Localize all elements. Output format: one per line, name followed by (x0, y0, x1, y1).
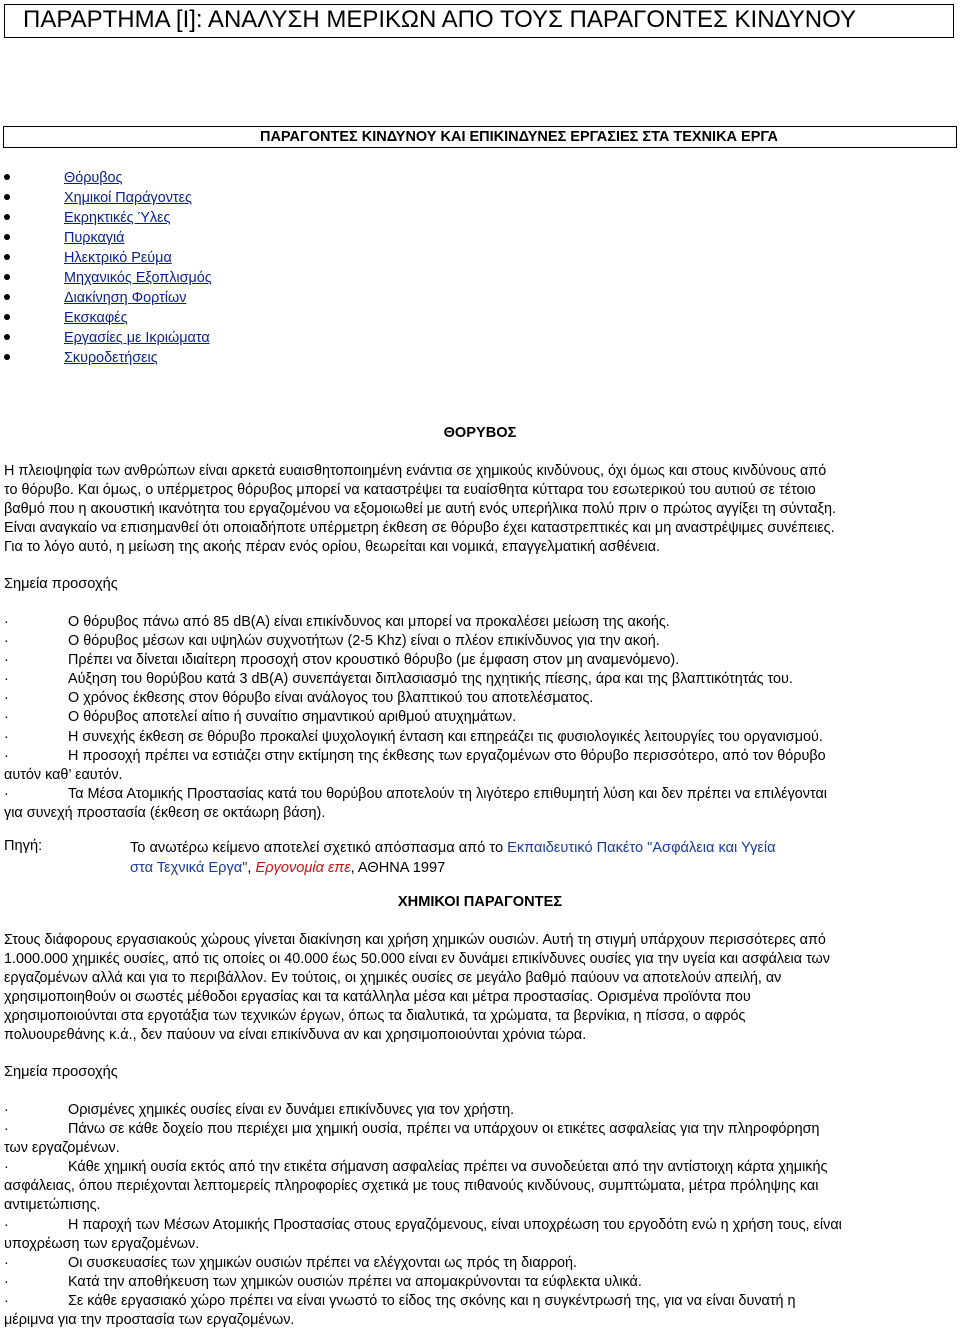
list-item (4, 1273, 954, 1292)
list-item (4, 1158, 954, 1215)
toc-link-mechanical-equipment[interactable]: Μηχανικός Εξοπλισμός (64, 270, 212, 286)
noise-heading: ΘΟΡΥΒΟΣ (443, 425, 517, 441)
chemicals-points-list (4, 1101, 954, 1330)
text-line: Είναι αναγκαίο να επισημανθεί ότι οποιαδήποτε υπέρμετρη έκθεση σε θόρυβο έχει καταστρεπτικές και μη αναστρέψιμες συνέπειες. (4, 520, 835, 537)
point-text: Σε κάθε εργασιακό χώρο πρέπει να είναι γνωστό το είδος της σκόνης και η συγκέντρωσή της, για να είναι δυνατή η (68, 1292, 796, 1309)
source-location-year: , ΑΘΗΝΑ 1997 (350, 860, 446, 876)
bullet-icon (4, 294, 10, 300)
toc-link-noise[interactable]: Θόρυβος (64, 170, 123, 186)
bullet-icon: · (4, 1121, 9, 1138)
point-text: Οι συσκευασίες των χημικών ουσιών πρέπει να ελέγχονται ως πρός τη διαρροή. (68, 1254, 578, 1271)
toc-link-concreting[interactable]: Σκυροδετήσεις (64, 350, 158, 366)
list-item (4, 689, 954, 708)
source-citation (130, 838, 776, 878)
source-separator: , (247, 860, 256, 876)
point-text: Πάνω σε κάθε δοχείο που περιέχει μια χημική ουσία, πρέπει να υπάρχουν οι ετικέτες ασφαλείας για την πληροφόρηση (68, 1121, 820, 1138)
noise-intro-paragraph (4, 462, 954, 557)
text-line: εργαζομένων αλλά και για το περιβάλλον. Εν τούτοις, οι χημικές ουσίες σε μεγάλο βαθμό παύουν να αποτελούν απειλή, αν (4, 970, 782, 987)
bullet-icon (4, 214, 10, 220)
text-line: Η πλειοψηφία των ανθρώπων είναι αρκετά ευαισθητοποιημένη ενάντια σε χημικούς κινδύνους, όχι όμως και στους κινδύνους από (4, 463, 827, 479)
bullet-icon: · (4, 1159, 9, 1176)
list-item (4, 708, 954, 727)
list-item (4, 613, 954, 632)
bullet-icon: · (4, 633, 9, 650)
list-item (4, 651, 954, 670)
point-text: Κάθε χημική ουσία εκτός από την ετικέτα σήμανση ασφαλείας πρέπει να συνοδεύεται από την αντίστοιχη κάρτα χημικής (68, 1159, 828, 1176)
text-line: Για το λόγο αυτό, η μείωση της ακοής πέραν ενός ορίου, θεωρείται και νομικά, επαγγελματική ασθένεια. (4, 539, 661, 556)
point-text: Η προσοχή πρέπει να εστιάζει στην εκτίμηση της έκθεσης των εργαζομένων στο θόρυβο περισσότερο, από τον θόρυβο (68, 747, 826, 764)
bullet-icon (4, 234, 10, 240)
bullet-icon (4, 334, 10, 340)
text-line: το θόρυβο. Και όμως, ο υπέρμετρος θόρυβος μπορεί να καταστρέψει τα ευαίσθητα κύτταρα του εσωτερικού του αυτιού σε τέτοιο (4, 482, 816, 499)
text-line: βαθμό που η ακουστική ικανότητα του εργαζομένου να εξομοιωθεί με αυτή ενός υπερήλικα πολύ πριν ο πρώτος αγγίξει τη σύνταξη. (4, 501, 836, 518)
training-package-link[interactable]: Εκπαιδευτικό Πακέτο "Ασφάλεια και Υγεία (507, 840, 776, 856)
page-title: ΠΑΡΑΡΤΗΜΑ [Ι]: ΑΝΑΛΥΣΗ ΜΕΡΙΚΩΝ ΑΠΟ ΤΟΥΣ ΠΑΡΑΓΟΝΤΕΣ ΚΙΝΔΥΝΟΥ (4, 4, 954, 38)
point-text-continued: αντιμετώπισης. (4, 1197, 101, 1214)
point-text-continued: των εργαζομένων. (4, 1140, 120, 1157)
bullet-icon: · (4, 1102, 9, 1118)
noise-points-list (4, 613, 954, 823)
text-line: Στους διάφορους εργασιακούς χώρους γίνεται διακίνηση και χρήση χημικών ουσιών. Αυτή τη στιγμή υπάρχουν περισσότερες από (4, 932, 826, 948)
toc-link-chemical-factors[interactable]: Χημικοί Παράγοντες (64, 190, 192, 206)
publisher-name: Εργονομία επε (255, 860, 351, 876)
bullet-icon: · (4, 728, 9, 745)
text-line: χρησιμοποιούνται στα εργοτάξια των τεχνικών έργων, όπως τα διαλυτικά, τα χρώματα, τα βερνίκια, η πίσσα, ο αφρός (4, 1008, 746, 1025)
chemicals-heading: ΧΗΜΙΚΟΙ ΠΑΡΑΓΟΝΤΕΣ (397, 894, 563, 910)
point-text-continued: αυτόν καθ’ εαυτόν. (4, 766, 123, 783)
bullet-icon: · (4, 747, 9, 764)
bullet-icon (4, 274, 10, 280)
source-label: Πηγή: (4, 838, 43, 854)
bullet-icon: · (4, 785, 9, 802)
bullet-icon: · (4, 1273, 9, 1290)
bullet-icon: · (4, 1216, 9, 1233)
bullet-icon (4, 254, 10, 260)
bullet-icon (4, 174, 10, 180)
text-line: 1.000.000 χημικές ουσίες, από τις οποίες οι 40.000 έως 50.000 είναι εν δυνάμει επικίνδυνες ουσίες για την υγεία και ασφάλεια των (4, 951, 830, 968)
point-text: Ο θόρυβος μέσων και υψηλών συχνοτήτων (2-5 Khz) είναι ο πλέον επικίνδυνος για την ακοή. (68, 633, 660, 650)
point-text: Ο χρόνος έκθεσης στον θόρυβο είναι ανάλογος του βλαπτικού του αποτελέσματος. (68, 690, 594, 707)
bullet-icon (4, 354, 10, 360)
toc-link-load-handling[interactable]: Διακίνηση Φορτίων (64, 290, 187, 306)
list-item (4, 1120, 954, 1158)
toc-link-scaffolding-work[interactable]: Εργασίες με Ικριώματα (64, 330, 210, 346)
point-text: Τα Μέσα Ατομικής Προστασίας κατά του θορύβου αποτελούν τη λιγότερο επιθυμητή λύση και δεν πρέπει να επιλέγονται (68, 785, 827, 802)
list-item (4, 632, 954, 651)
bullet-icon: · (4, 1254, 9, 1271)
bullet-icon (4, 194, 10, 200)
text-line: πολυουρεθάνης κ.ά., δεν παύουν να είναι επικίνδυνα αν και χρησιμοποιούνται χρόνια τώρα. (4, 1027, 587, 1044)
bullet-icon: · (4, 671, 9, 688)
list-item (4, 728, 954, 747)
point-text: Η συνεχής έκθεση σε θόρυβο προκαλεί ψυχολογική ένταση και επηρεάζει τις φυσιολογικές λειτουργίες του οργανισμού. (68, 728, 823, 745)
section-header: ΠΑΡΑΓΟΝΤΕΣ ΚΙΝΔΥΝΟΥ ΚΑΙ ΕΠΙΚΙΝΔΥΝΕΣ ΕΡΓΑΣΙΕΣ ΣΤΑ ΤΕΧΝΙΚΑ ΕΡΓΑ (3, 126, 957, 148)
toc-link-explosives[interactable]: Εκρηκτικές Ύλες (64, 210, 171, 226)
point-text: Ο θόρυβος πάνω από 85 dB(A) είναι επικίνδυνος και μπορεί να προκαλέσει μείωση της ακοής. (68, 614, 670, 630)
point-text: Αύξηση του θορύβου κατά 3 dB(A) συνεπάγεται διπλασιασμό της ηχητικής πίεσης, άρα και της βλαπτικότητάς του. (68, 671, 793, 688)
list-item (4, 1254, 954, 1273)
point-text-continued: μέριμνα για την προστασία των εργαζομένων. (4, 1312, 295, 1329)
chemicals-intro-paragraph (4, 931, 954, 1046)
bullet-icon (4, 314, 10, 320)
text-line: χρησιμοποιηθούν οι σωστές μέθοδοι εργασίας και τα κατάλληλα μέσα και μέτρα προστασίας. Ορισμένα προϊόντα που (4, 989, 751, 1006)
point-text: Ο θόρυβος αποτελεί αίτιο ή συναίτιο σημαντικού αριθμού ατυχημάτων. (68, 709, 517, 726)
bullet-icon: · (4, 1292, 9, 1309)
training-package-link-continued[interactable]: στα Τεχνικά Εργα" (130, 860, 248, 876)
list-item (4, 670, 954, 689)
list-item (4, 747, 954, 785)
source-intro-text: Το ανωτέρω κείμενο αποτελεί σχετικό απόσπασμα από το (130, 840, 508, 856)
bullet-icon: · (4, 614, 9, 630)
list-item (4, 1216, 954, 1254)
point-text-continued: για συνεχή προστασία (έκθεση σε οκτάωρη βάση). (4, 804, 326, 821)
list-item (4, 785, 954, 823)
point-text: Πρέπει να δίνεται ιδιαίτερη προσοχή στον κρουστικό θόρυβο (με έμφαση στον μη αναμενόμενο). (68, 652, 680, 669)
bullet-icon: · (4, 652, 9, 669)
toc-link-fire[interactable]: Πυρκαγιά (64, 230, 125, 246)
chemicals-note-label: Σημεία προσοχής (4, 1064, 118, 1080)
toc-link-electric-current[interactable]: Ηλεκτρικό Ρεύμα (64, 250, 172, 266)
bullet-icon: · (4, 690, 9, 707)
point-text: Ορισμένες χημικές ουσίες είναι εν δυνάμει επικίνδυνες για τον χρήστη. (68, 1102, 515, 1118)
point-text: Η παροχή των Μέσων Ατομικής Προστασίας στους εργαζόμενους, είναι υποχρέωση του εργοδότη ενώ η χρήση τους, είναι (68, 1216, 842, 1233)
point-text-continued: ασφάλειας, όπου περιέχονται λεπτομερείς πληροφορίες σχετικά με τους πιθανούς κινδύνους, συμπτώματα, μέτρα πρόληψης και (4, 1178, 819, 1195)
list-item (4, 1101, 954, 1120)
list-item (4, 1292, 954, 1330)
bullet-icon: · (4, 709, 9, 726)
point-text-continued: υποχρέωση των εργαζομένων. (4, 1235, 200, 1252)
toc-link-excavations[interactable]: Εκσκαφές (64, 310, 128, 326)
noise-note-label: Σημεία προσοχής (4, 576, 118, 592)
point-text: Κατά την αποθήκευση των χημικών ουσιών πρέπει να απομακρύνονται τα εύφλεκτα υλικά. (68, 1273, 642, 1290)
